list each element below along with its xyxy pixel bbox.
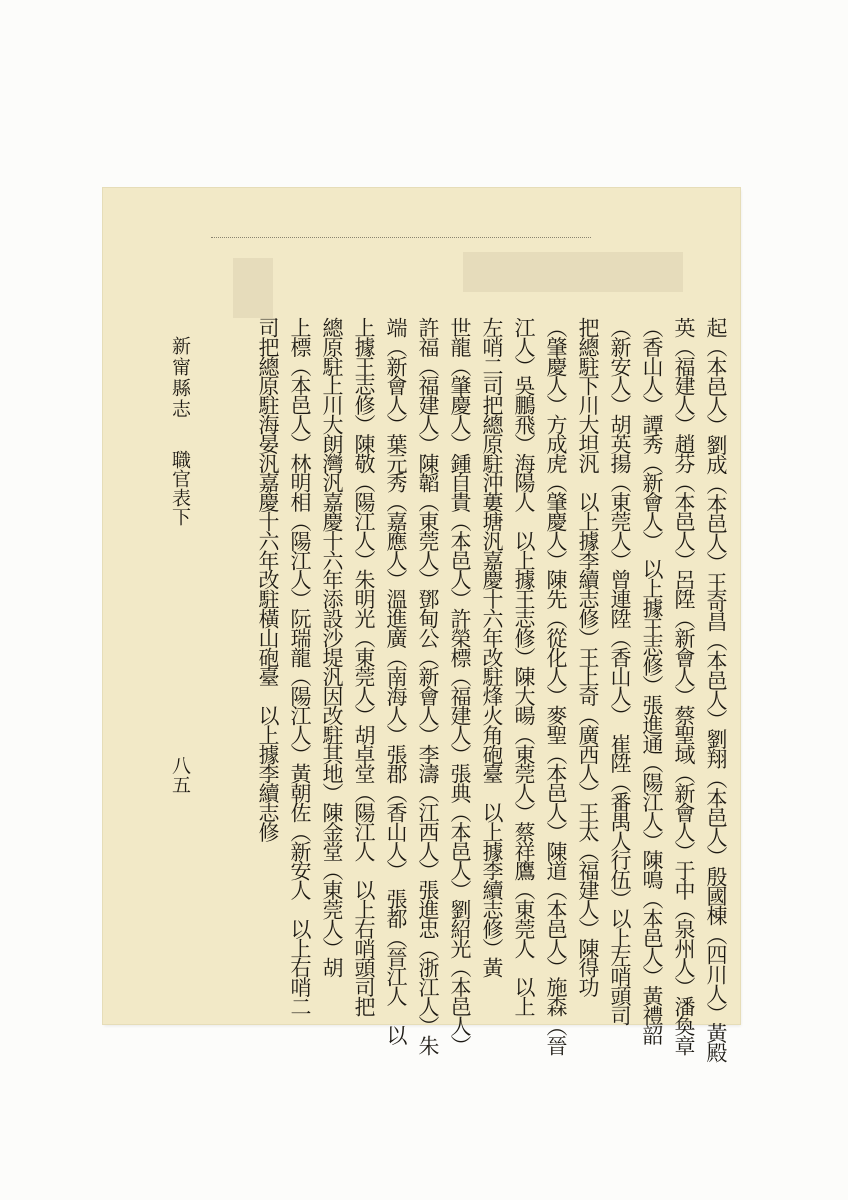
book-title: 新甯縣志 xyxy=(169,336,191,420)
text-column-15: 司把總原駐海晏汎嘉慶十六年改駐橫山砲臺 以上據李續志修 xyxy=(256,317,280,841)
text-column-2: 英（福建人）趙芬（本邑人）呂陞（新會人）蔡聖域（新會人）于中（泉州人）潘奐章 xyxy=(672,317,696,1055)
text-column-13: 總原駐上川大朗灣汎嘉慶十六年添設沙堤汎因改駐其地）陳金堂（東莞人）胡 xyxy=(320,317,344,977)
text-column-11: 端（新會人）葉元秀（嘉應人）溫進廣（南海人）張郡（香山人） 張都（晉江人 以 xyxy=(384,317,408,1044)
text-column-10: 許福（福建人）陳韜（東莞人）鄧甸公（新會人）李濤（江西人）張進忠（浙江人）朱 xyxy=(416,317,440,1055)
bleed-through-shadow xyxy=(463,252,683,292)
text-column-8: 左哨二司把總原駐沖蔞塘汎嘉慶十六年改駐烽火角砲臺 以上據李續志修）黃 xyxy=(480,317,504,977)
book-page xyxy=(103,188,740,1062)
text-column-5: 把總駐下川大坦汎 以上據李續志修）王上奇（廣西人）王太（福建人）陳得功 xyxy=(576,317,600,997)
text-column-4: （新安人）胡英揚（東莞人）曾連陞（香山人） 崔陞（番禺人行伍）以上左哨頭司 xyxy=(608,317,632,1025)
text-column-3: （香山人）譚秀（新會人） 以上據王志修）張進通（陽江人）陳鳴（本邑人）黃禮韶 xyxy=(640,317,664,1044)
text-column-12: 上據王志修）陳敬（陽江人）朱明光（東莞人）胡卓堂（陽江人 以上右哨頭司把 xyxy=(352,317,376,1016)
text-column-6: （肇慶人）方成虎（肇慶人）陳先（從化人）麥聖（本邑人）陳道（本邑人）施森（晉 xyxy=(544,317,568,1055)
bleed-through-shadow xyxy=(233,258,273,318)
dotted-rule xyxy=(211,237,591,238)
section-title: 職官表下 xyxy=(169,450,191,526)
text-column-14: 上標（本邑人）林明相（陽江人）阮瑞龍（陽江人）黃朝佐（新安人 以上右哨二 xyxy=(288,317,312,1016)
text-column-7: 江人）吳鵬飛）海陽人 以上據王志修）陳大暘（東莞人）蔡祥鷹（東莞人 以上 xyxy=(512,317,536,1016)
page-number: 八五 xyxy=(169,756,191,794)
text-column-1: 起（本邑人）劉成（本邑人）王奇昌（本邑人）劉翔（本邑人）殷國棟（四川人）黃殿 xyxy=(704,317,728,1062)
text-column-9: 世龍（肇慶人）鍾自貴（本邑人）許榮標（福建人）張典（本邑人）劉紹光（本邑人） xyxy=(448,317,472,1055)
